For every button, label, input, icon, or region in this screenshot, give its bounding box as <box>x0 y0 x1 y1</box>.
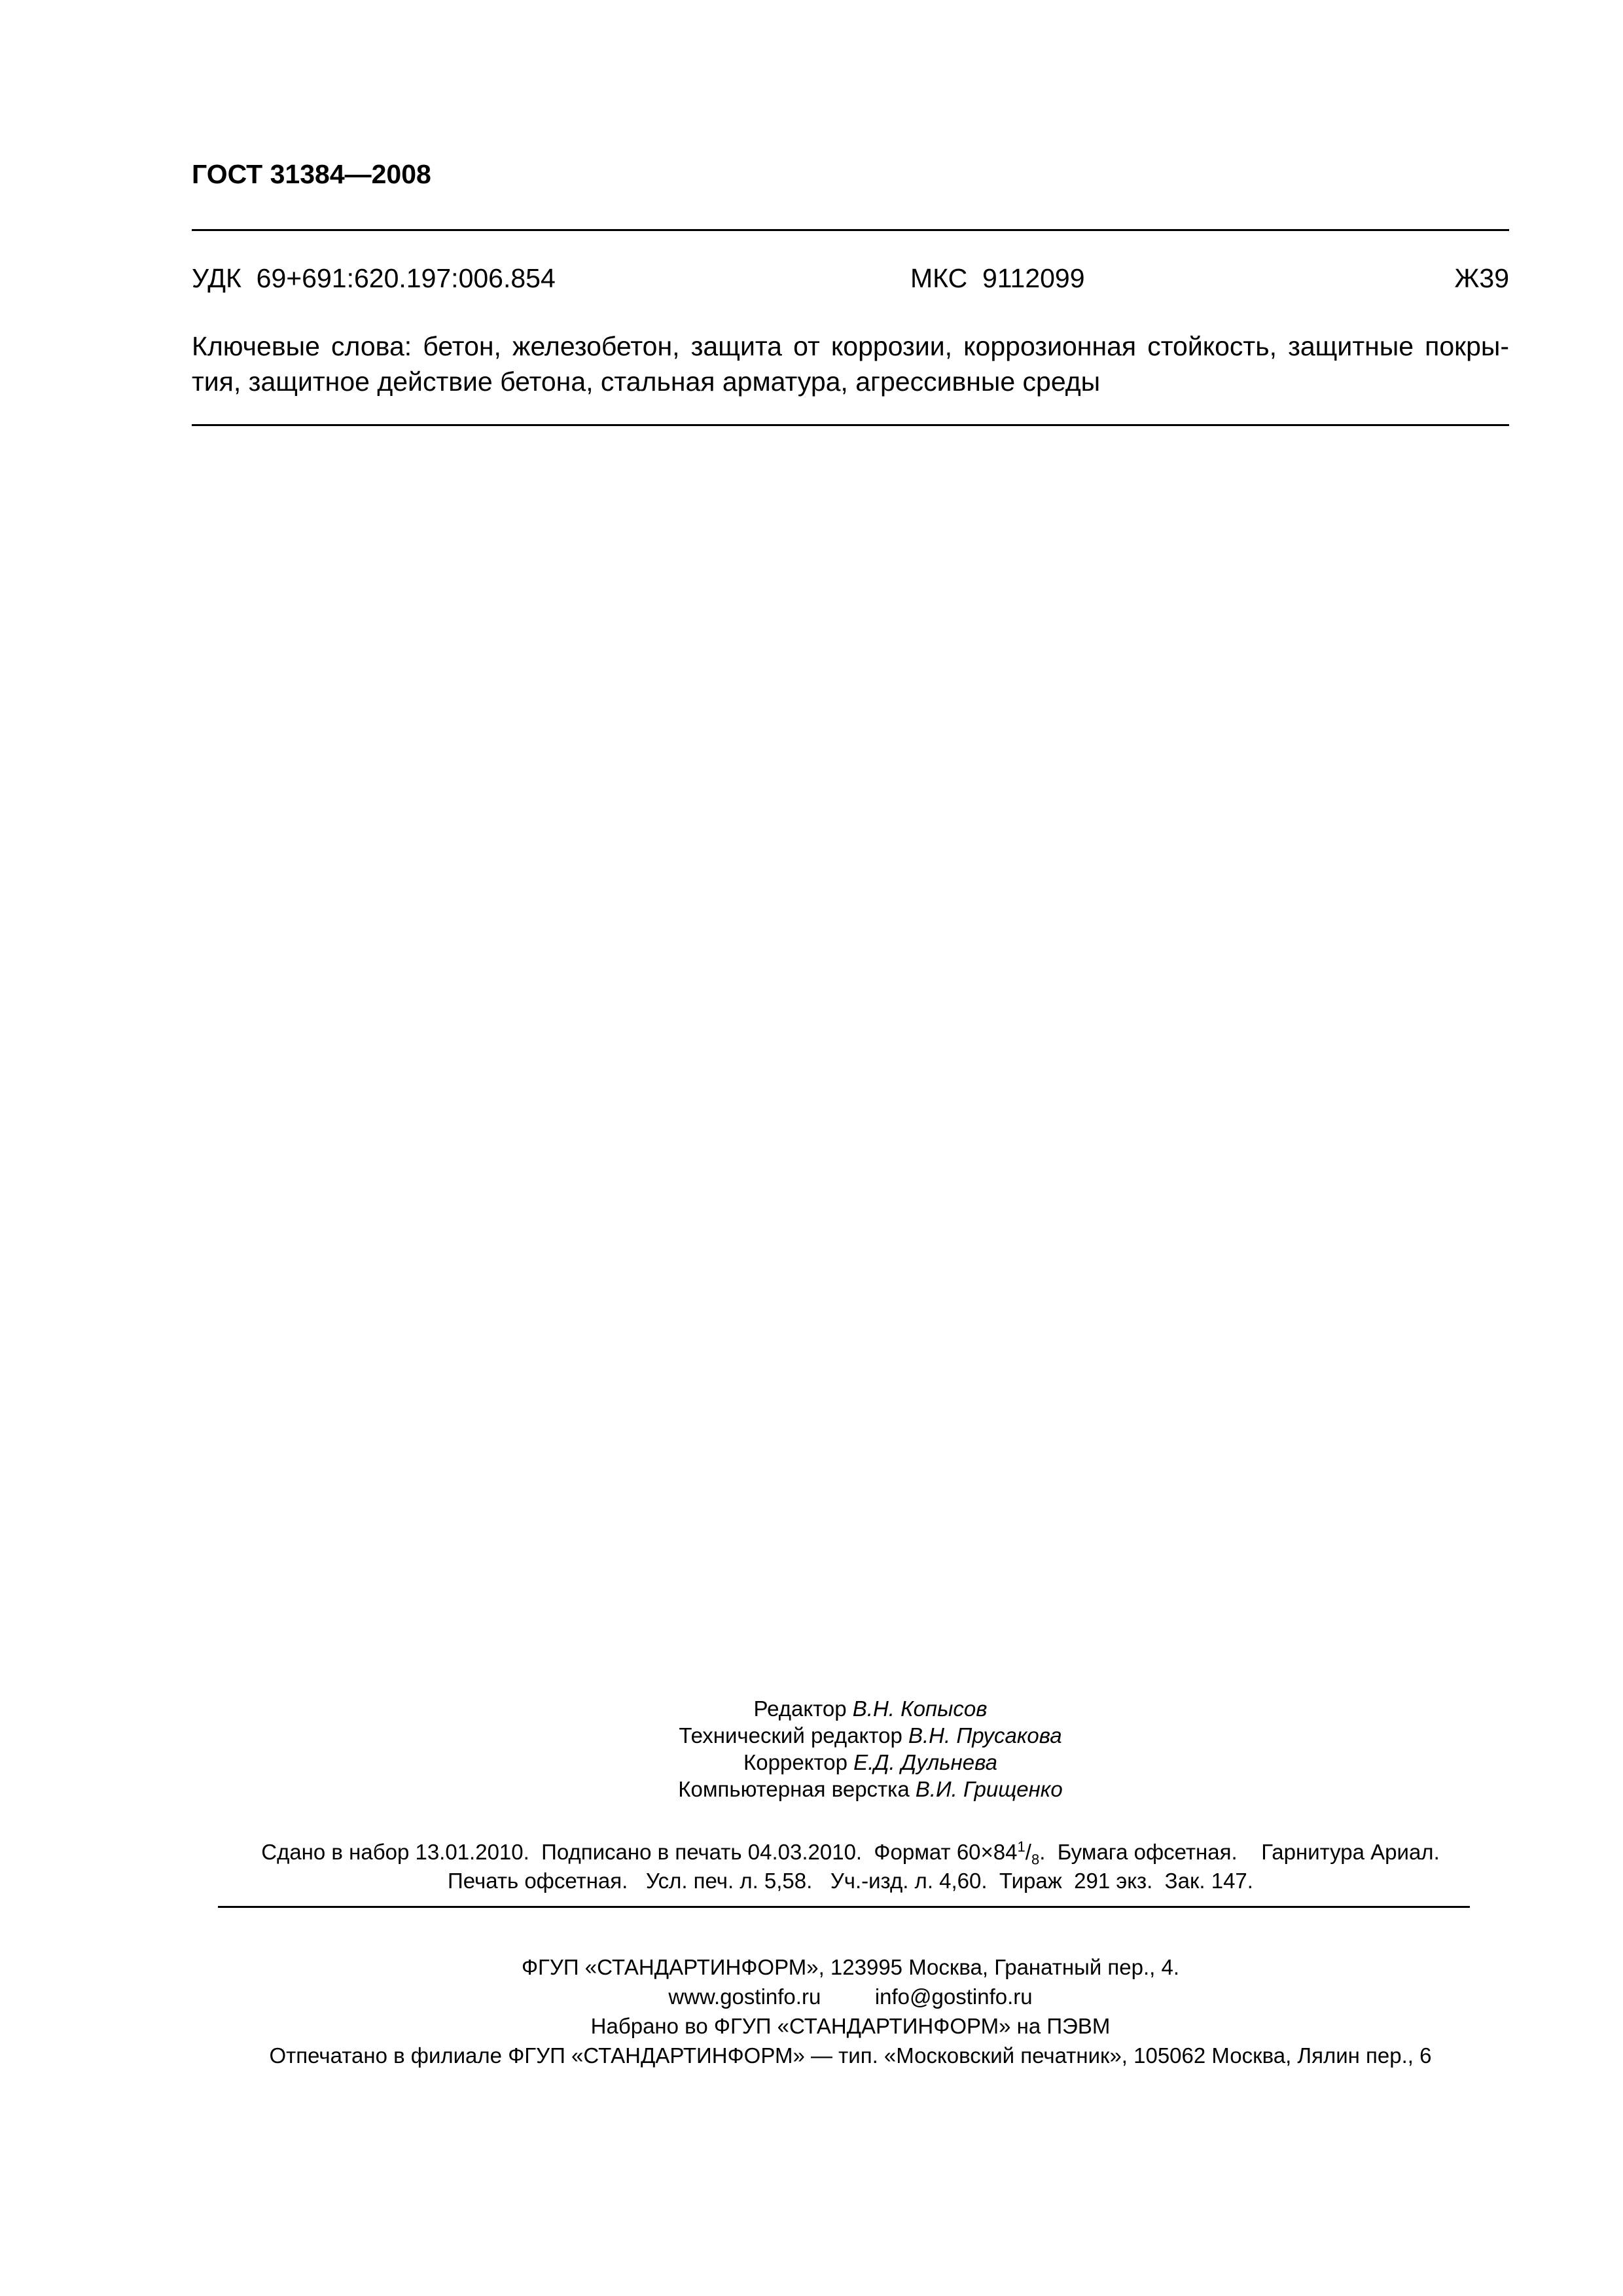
editor-label: Редактор <box>753 1696 853 1721</box>
format-sub: 8 <box>1031 1851 1040 1868</box>
layout-line <box>674 1776 1067 1803</box>
corrector-line <box>674 1749 1067 1776</box>
print-details-line-1-a: Сдано в набор 13.01.2010. Подписано в печать 04.03.2010. Формат 60×84 <box>261 1840 1018 1864</box>
tech-editor-line <box>674 1722 1067 1749</box>
classification-row <box>192 263 1509 296</box>
tech-editor-name: В.Н. Прусакова <box>908 1723 1062 1748</box>
publisher-website[interactable]: www.gostinfo.ru <box>668 1984 821 2009</box>
top-divider <box>192 229 1509 231</box>
credits-block <box>654 1695 1063 1803</box>
udk-code: УДК 69+691:620.197:006.854 <box>192 263 556 293</box>
print-details-line-1-b: . Бумага офсетная. Гарнитура Ариал. <box>1039 1840 1440 1864</box>
layout-label: Компьютерная верстка <box>678 1777 916 1801</box>
corrector-name: Е.Д. Дульнева <box>853 1750 997 1774</box>
print-details-line-1 <box>261 1839 1440 1868</box>
publisher-contacts <box>668 1984 1032 2009</box>
publisher-email[interactable]: info@gostinfo.ru <box>874 1984 1033 2009</box>
document-code: ГОСТ 31384—2008 <box>192 159 431 189</box>
format-sep: / <box>1025 1840 1031 1864</box>
group-code: Ж39 <box>1454 263 1509 293</box>
keywords-divider <box>192 424 1509 426</box>
print-details <box>192 1838 1509 1895</box>
corrector-label: Корректор <box>743 1750 854 1774</box>
layout-name: В.И. Грищенко <box>915 1777 1063 1801</box>
mks-code: МКС 9112099 <box>910 263 1085 293</box>
keywords-line-2: тия, защитное действие бетона, стальная арматура, агрессивные среды <box>192 367 1101 397</box>
print-details-line-2: Печать офсетная. Усл. печ. л. 5,58. Уч.-изд. л. 4,60. Тираж 291 экз. Зак. 147. <box>448 1869 1253 1893</box>
editor-line <box>674 1695 1067 1722</box>
keywords-block <box>192 329 1509 399</box>
footer-divider <box>218 1906 1470 1908</box>
editor-name: В.Н. Копысов <box>852 1696 988 1721</box>
publisher-line-3: Набрано во ФГУП «СТАНДАРТИНФОРМ» на ПЭВМ <box>590 2014 1111 2038</box>
publisher-line-4: Отпечатано в филиале ФГУП «СТАНДАРТИНФОРМ» — тип. «Московский печатник», 105062 Москва, Лялин пер., 6 <box>269 2043 1432 2068</box>
publisher-block <box>192 1952 1509 2070</box>
tech-editor-label: Технический редактор <box>679 1723 908 1748</box>
format-sup: 1 <box>1017 1839 1026 1855</box>
keywords-line-1: Ключевые слова: бетон, железобетон, защита от коррозии, коррозионная стойкость, защитные покры- <box>192 331 1509 361</box>
publisher-line-1: ФГУП «СТАНДАРТИНФОРМ», 123995 Москва, Гранатный пер., 4. <box>521 1955 1180 1979</box>
